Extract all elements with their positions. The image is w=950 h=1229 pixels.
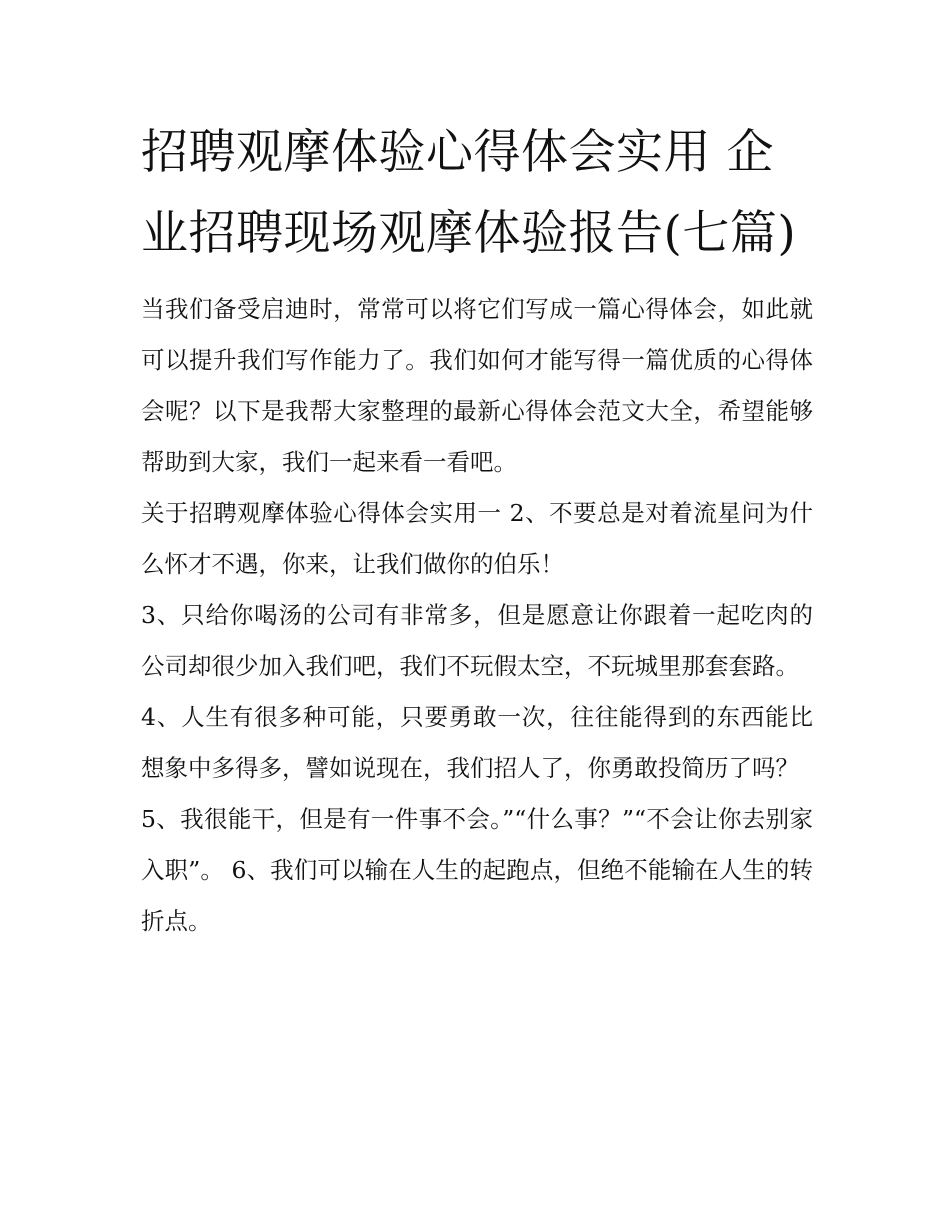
document-page [141,112,813,947]
paragraph-item-4: 4、人生有很多种可能，只要勇敢一次，往往能得到的东西能比想象中多得多，譬如说现在，我们招人了，你勇敢投简历了吗？ [141,703,813,782]
paragraph-item-2: 关于招聘观摩体验心得体会实用一 2、不要总是对着流星问为什么怀才不遇，你来，让我们做你的伯乐！ [141,499,813,578]
document-title: 招聘观摩体验心得体会实用 企业招聘现场观摩体验报告(七篇) [141,125,797,261]
paragraph-item-3: 3、只给你喝汤的公司有非常多，但是愿意让你跟着一起吃肉的公司却很少加入我们吧，我们不玩假太空，不玩城里那套套路。 [141,601,813,680]
paragraph-item-5-6: 5、我很能干，但是有一件事不会。”“什么事？”“不会让你去别家入职”。 6、我们可以输在人生的起跑点，但绝不能输在人生的转折点。 [141,805,813,935]
paragraph-intro: 当我们备受启迪时，常常可以将它们写成一篇心得体会，如此就可以提升我们写作能力了。我们如何才能写得一篇优质的心得体会呢？以下是我帮大家整理的最新心得体会范文大全，希望能够帮助到大家，我们一起来看一看吧。 [141,295,813,476]
